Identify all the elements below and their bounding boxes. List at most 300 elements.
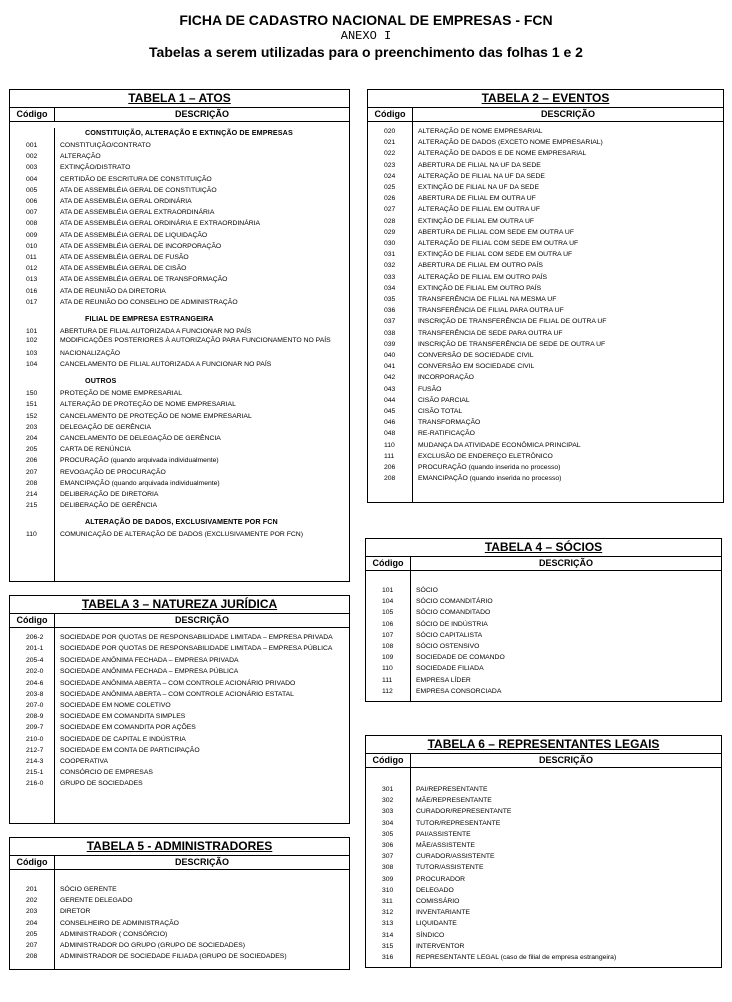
- row-code: 110: [26, 531, 37, 539]
- table-row: [10, 207, 349, 218]
- row-code: 025: [384, 184, 396, 192]
- table-body: [10, 628, 349, 824]
- row-description: GERENTE DELEGADO: [60, 897, 133, 905]
- row-code: 204-6: [26, 679, 44, 687]
- row-code: 108: [382, 643, 394, 651]
- table-body: [366, 571, 721, 702]
- table-row: [10, 940, 349, 951]
- row-description: CURADOR/ASSISTENTE: [416, 853, 495, 861]
- column-header-row: [10, 856, 349, 870]
- row-code: 311: [382, 898, 393, 906]
- row-code: 205: [26, 930, 38, 938]
- table-row: [368, 216, 723, 227]
- row-description: MÃE/ASSISTENTE: [416, 842, 475, 850]
- column-header-row: [368, 108, 723, 122]
- row-code: 312: [382, 909, 394, 917]
- tabela-4-socios: [365, 538, 722, 702]
- table-row: [10, 895, 349, 906]
- row-code: 107: [382, 631, 394, 639]
- annex-label: ANEXO I: [340, 29, 392, 43]
- row-description: CONVERSÃO EM SOCIEDADE CIVIL: [418, 363, 535, 371]
- row-code: 216-0: [26, 780, 44, 788]
- table-row: [366, 874, 721, 885]
- table-title-text: TABELA 1 – ATOS: [128, 91, 231, 105]
- table-row: [10, 455, 349, 466]
- row-description: ALTERAÇÃO DE DADOS E DE NOME EMPRESARIAL: [418, 150, 587, 158]
- table-title: [10, 596, 349, 614]
- row-code: 016: [26, 287, 38, 295]
- row-code: 102: [26, 337, 38, 345]
- table-row: [366, 652, 721, 663]
- row-description: ABERTURA DE FILIAL NA UF DA SEDE: [418, 161, 541, 169]
- row-code: 201-1: [26, 644, 44, 652]
- row-code: 101: [382, 587, 394, 594]
- row-description: ATA DE ASSEMBLÉIA GERAL DE CISÃO: [60, 265, 187, 273]
- row-description: COOPERATIVA: [60, 758, 109, 766]
- row-description: ALTERAÇÃO: [60, 153, 101, 161]
- row-code: 020: [384, 128, 396, 135]
- row-description: INSCRIÇÃO DE TRANSFERÊNCIA DE SEDE DE OUTRA UF: [418, 340, 606, 348]
- row-description: DELEGAÇÃO DE GERÊNCIA: [60, 423, 152, 431]
- table-row: [368, 193, 723, 204]
- row-code: 104: [26, 361, 38, 369]
- row-description: CARTA DE RENÚNCIA: [60, 446, 131, 454]
- row-code: 005: [26, 186, 38, 194]
- row-code: 022: [384, 150, 396, 158]
- table-row: [366, 630, 721, 641]
- column-header-row: [10, 614, 349, 628]
- column-header-row: [366, 557, 721, 571]
- table-title: [10, 838, 349, 856]
- row-description: CISÃO PARCIAL: [418, 396, 470, 404]
- table-row: [368, 361, 723, 372]
- row-code: 111: [384, 452, 395, 460]
- row-description: ALTERAÇÃO DE FILIAL EM OUTRA UF: [418, 206, 540, 214]
- table-row: [10, 162, 349, 173]
- row-code: 304: [382, 819, 394, 827]
- row-code: 316: [382, 954, 394, 962]
- row-description: EXTINÇÃO DE FILIAL EM OUTRO PAÍS: [418, 284, 542, 292]
- row-description: CONSELHEIRO DE ADMINISTRAÇÃO: [60, 919, 179, 927]
- table-row: [366, 585, 721, 596]
- row-description: SÓCIO OSTENSIVO: [416, 643, 480, 651]
- table-title: [366, 539, 721, 557]
- row-description: ABERTURA DE FILIAL COM SEDE EM OUTRA UF: [418, 228, 574, 236]
- row-code: 007: [26, 209, 38, 217]
- row-code: 104: [382, 598, 394, 606]
- row-code: 041: [384, 363, 396, 371]
- row-description: EMANCIPAÇÃO (quando arquivada individualmente): [60, 479, 220, 487]
- row-code: 029: [384, 228, 396, 236]
- table-row: [10, 529, 349, 540]
- row-description: ADMINISTRADOR DO GRUPO (GRUPO DE SOCIEDADES): [60, 942, 246, 950]
- row-code: 214-3: [26, 758, 44, 766]
- table-title-text: TABELA 2 – EVENTOS: [481, 91, 610, 105]
- table-row: [368, 417, 723, 428]
- row-description: EXTINÇÃO/DISTRATO: [60, 164, 131, 172]
- row-description: EMPRESA CONSORCIADA: [416, 687, 502, 695]
- table-row: [368, 372, 723, 383]
- row-description: SOCIEDADE ANÔNIMA FECHADA – EMPRESA PRIVADA: [60, 657, 239, 665]
- row-description: SÓCIO CAPITALISTA: [416, 631, 483, 639]
- table-row: [366, 885, 721, 896]
- row-description: ALTERAÇÃO DE FILIAL NA UF DA SEDE: [418, 172, 545, 180]
- column-header-descricao: DESCRIÇÃO: [174, 615, 229, 625]
- row-description: CERTIDÃO DE ESCRITURA DE CONSTITUIÇÃO: [60, 175, 212, 183]
- row-description: ABERTURA DE FILIAL EM OUTRO PAÍS: [418, 262, 543, 270]
- table-row: [366, 930, 721, 941]
- row-description: ATA DE ASSEMBLÉIA GERAL ORDINÁRIA: [60, 198, 192, 206]
- tabela-1-atos: [9, 89, 350, 582]
- row-code: 207: [26, 468, 38, 476]
- row-code: 021: [384, 139, 396, 147]
- row-code: 203: [26, 423, 38, 431]
- table-row: [10, 666, 349, 677]
- table-row: [368, 328, 723, 339]
- row-description: ALTERAÇÃO DE PROTEÇÃO DE NOME EMPRESARIAL: [60, 401, 236, 409]
- row-code: 315: [382, 942, 394, 950]
- row-code: 026: [384, 195, 396, 203]
- row-code: 204: [26, 435, 38, 443]
- row-code: 305: [382, 830, 394, 838]
- table-row: [10, 489, 349, 500]
- row-description: ATA DE ASSEMBLÉIA GERAL DE INCORPORAÇÃO: [60, 242, 222, 250]
- row-description: MÃE/REPRESENTANTE: [416, 797, 492, 805]
- row-code: 306: [382, 842, 394, 850]
- row-description: INVENTARIANTE: [416, 909, 470, 917]
- row-code: 109: [382, 654, 394, 662]
- row-code: 013: [26, 276, 38, 284]
- section-heading: FILIAL DE EMPRESA ESTRANGEIRA: [85, 314, 214, 324]
- table-row: [10, 337, 349, 346]
- row-code: 313: [382, 920, 394, 928]
- row-description: SÓCIO GERENTE: [60, 886, 117, 893]
- row-code: 214: [26, 491, 38, 499]
- row-code: 215-1: [26, 769, 44, 777]
- row-code: 208: [26, 479, 38, 487]
- row-code: 212-7: [26, 746, 44, 754]
- row-code: 206: [26, 457, 38, 465]
- table-body: [10, 128, 349, 582]
- row-code: 106: [382, 620, 394, 628]
- table-row: [10, 906, 349, 917]
- row-code: 003: [26, 164, 38, 172]
- row-code: 043: [384, 385, 396, 393]
- table-row: [366, 784, 721, 795]
- table-row: [10, 433, 349, 444]
- row-code: 111: [382, 676, 393, 684]
- row-code: 017: [26, 298, 38, 306]
- table-row: [366, 607, 721, 618]
- row-code: 314: [382, 931, 394, 939]
- row-description: SÓCIO: [416, 587, 438, 594]
- row-description: DELIBERAÇÃO DE DIRETORIA: [60, 491, 159, 499]
- row-description: CANCELAMENTO DE FILIAL AUTORIZADA A FUNCIONAR NO PAÍS: [60, 361, 272, 369]
- row-code: 036: [384, 307, 396, 315]
- table-row: [368, 451, 723, 462]
- row-description: ALTERAÇÃO DE FILIAL COM SEDE EM OUTRA UF: [418, 240, 579, 248]
- section-heading: OUTROS: [85, 376, 117, 386]
- table-row: [368, 350, 723, 361]
- table-row: [10, 634, 349, 643]
- row-code: 039: [384, 340, 396, 348]
- table-row: [366, 840, 721, 851]
- table-row: [10, 929, 349, 940]
- row-description: DELEGADO: [416, 886, 454, 894]
- row-description: SÓCIO COMANDITADO: [416, 609, 491, 617]
- table-row: [10, 767, 349, 778]
- row-code: 150: [26, 390, 38, 398]
- table-title-text: TABELA 6 – REPRESENTANTES LEGAIS: [427, 737, 660, 751]
- row-code: 110: [382, 665, 393, 673]
- row-description: PROCURAÇÃO (quando arquivada individualmente): [60, 457, 219, 465]
- table-row: [10, 399, 349, 410]
- row-description: CISÃO TOTAL: [418, 408, 463, 416]
- row-description: RE-RATIFICAÇÃO: [418, 430, 475, 438]
- table-row: [366, 896, 721, 907]
- table-row: [10, 678, 349, 689]
- row-description: SOCIEDADE POR QUOTAS DE RESPONSABILIDADE LIMITADA – EMPRESA PRIVADA: [60, 634, 333, 641]
- table-row: [10, 230, 349, 241]
- table-row: [10, 734, 349, 745]
- row-code: 048: [384, 430, 396, 438]
- row-code: 009: [26, 231, 38, 239]
- row-description: CONSÓRCIO DE EMPRESAS: [60, 769, 153, 777]
- row-code: 302: [382, 797, 394, 805]
- table-row: [368, 462, 723, 473]
- row-description: COMUNICAÇÃO DE ALTERAÇÃO DE DADOS (EXCLUSIVAMENTE POR FCN): [60, 531, 303, 539]
- row-description: LIQUIDANTE: [416, 920, 457, 928]
- row-code: 030: [384, 240, 396, 248]
- row-description: PAI/REPRESENTANTE: [416, 786, 488, 793]
- row-code: 207-0: [26, 702, 44, 709]
- table-row: [366, 907, 721, 918]
- table-row: [366, 806, 721, 817]
- row-code: 008: [26, 220, 38, 228]
- table-row: [368, 283, 723, 294]
- row-code: 001: [26, 142, 38, 149]
- row-description: TUTOR/ASSISTENTE: [416, 864, 484, 872]
- table-row: [10, 700, 349, 711]
- table-row: [10, 655, 349, 666]
- row-code: 208: [26, 953, 38, 961]
- table-row: [10, 388, 349, 399]
- row-description: REVOGAÇÃO DE PROCURAÇÃO: [60, 468, 166, 476]
- column-header-codigo: Código: [10, 856, 55, 869]
- row-description: SOCIEDADE ANÔNIMA FECHADA – EMPRESA PÚBLICA: [60, 668, 239, 676]
- row-code: 202-0: [26, 668, 44, 676]
- row-code: 042: [384, 374, 396, 382]
- table-row: [366, 675, 721, 686]
- row-description: INTERVENTOR: [416, 942, 465, 950]
- row-code: 152: [26, 412, 38, 420]
- row-code: 105: [382, 609, 394, 617]
- table-row: [10, 348, 349, 359]
- row-description: INCORPORAÇÃO: [418, 374, 474, 382]
- table-row: [368, 171, 723, 182]
- row-code: 205-4: [26, 657, 44, 665]
- row-description: SÍNDICO: [416, 931, 445, 939]
- table-row: [10, 140, 349, 151]
- row-description: SOCIEDADE EM CONTA DE PARTICIPAÇÃO: [60, 746, 200, 754]
- row-description: SOCIEDADE DE COMANDO: [416, 654, 505, 662]
- table-row: [10, 444, 349, 455]
- column-header-descricao: DESCRIÇÃO: [540, 109, 595, 119]
- row-description: CANCELAMENTO DE DELEGAÇÃO DE GERÊNCIA: [60, 435, 221, 443]
- table-row: [10, 151, 349, 162]
- tabela-5-administradores: [9, 837, 350, 970]
- table-row: [10, 500, 349, 511]
- table-row: [10, 689, 349, 700]
- row-description: ALTERAÇÃO DE NOME EMPRESARIAL: [418, 128, 543, 135]
- table-row: [366, 862, 721, 873]
- table-row: [368, 204, 723, 215]
- row-code: 006: [26, 198, 38, 206]
- row-code: 207: [26, 942, 38, 950]
- row-code: 208-9: [26, 713, 44, 721]
- table-row: [10, 241, 349, 252]
- table-row: [366, 941, 721, 952]
- table-row: [366, 619, 721, 630]
- row-code: 310: [382, 886, 394, 894]
- row-description: EXTINÇÃO DE FILIAL EM OUTRA UF: [418, 217, 535, 225]
- row-code: 202: [26, 897, 38, 905]
- tabela-2-eventos: [367, 89, 724, 503]
- column-header-codigo: Código: [366, 557, 411, 570]
- table-row: [368, 182, 723, 193]
- column-header-row: [10, 108, 349, 122]
- table-row: [368, 305, 723, 316]
- row-description: GRUPO DE SOCIEDADES: [60, 780, 143, 788]
- row-code: 040: [384, 352, 396, 360]
- row-code: 004: [26, 175, 38, 183]
- row-description: FUSÃO: [418, 385, 442, 393]
- row-description: REPRESENTANTE LEGAL (caso de filial de empresa estrangeira): [416, 954, 617, 962]
- tabela-3-natureza-juridica: [9, 595, 350, 824]
- row-description: ATA DE REUNIÃO DA DIRETORIA: [60, 287, 166, 295]
- row-description: PAI/ASSISTENTE: [416, 830, 471, 838]
- table-row: [10, 422, 349, 433]
- row-code: 215: [26, 502, 38, 510]
- row-description: TRANSFORMAÇÃO: [418, 419, 481, 427]
- row-code: 203-8: [26, 690, 44, 698]
- row-code: 046: [384, 419, 396, 427]
- row-code: 027: [384, 206, 396, 214]
- table-title-text: TABELA 5 - ADMINISTRADORES: [86, 839, 273, 853]
- row-code: 307: [382, 853, 394, 861]
- table-row: [10, 286, 349, 297]
- row-description: ATA DE ASSEMBLÉIA GERAL DE CONSTITUIÇÃO: [60, 186, 217, 194]
- table-row: [10, 711, 349, 722]
- row-description: TRANSFERÊNCIA DE FILIAL NA MESMA UF: [418, 296, 557, 304]
- row-description: EXTINÇÃO DE FILIAL COM SEDE EM OUTRA UF: [418, 251, 573, 259]
- section-heading: CONSTITUIÇÃO, ALTERAÇÃO E EXTINÇÃO DE EMPRESAS: [85, 128, 293, 137]
- table-row: [366, 641, 721, 652]
- table-row: [10, 478, 349, 489]
- row-code: 011: [26, 254, 37, 262]
- row-description: SOCIEDADE DE CAPITAL E INDÚSTRIA: [60, 735, 186, 743]
- row-description: MUDANÇA DA ATIVIDADE ECONÔMICA PRINCIPAL: [418, 441, 581, 449]
- row-description: ATA DE ASSEMBLÉIA GERAL ORDINÁRIA E EXTRAORDINÁRIA: [60, 220, 261, 228]
- row-description: DIRETOR: [60, 908, 91, 916]
- row-code: 024: [384, 172, 396, 180]
- row-code: 010: [26, 242, 38, 250]
- column-header-descricao: DESCRIÇÃO: [538, 755, 593, 765]
- table-row: [368, 148, 723, 159]
- form-title: FICHA DE CADASTRO NACIONAL DE EMPRESAS - FCN: [179, 12, 553, 28]
- row-description: EXTINÇÃO DE FILIAL NA UF DA SEDE: [418, 184, 539, 192]
- table-row: [366, 952, 721, 963]
- row-code: 031: [384, 251, 396, 259]
- table-row: [10, 274, 349, 285]
- table-row: [10, 185, 349, 196]
- table-row: [10, 884, 349, 895]
- column-header-descricao: DESCRIÇÃO: [174, 857, 229, 867]
- row-description: SOCIEDADE FILIADA: [416, 665, 484, 673]
- row-description: ATA DE ASSEMBLÉIA GERAL DE FUSÃO: [60, 254, 189, 262]
- row-description: SÓCIO COMANDITÁRIO: [416, 598, 493, 606]
- page-subtitle: Tabelas a serem utilizadas para o preenchimento das folhas 1 e 2: [149, 44, 583, 60]
- table-row: [10, 645, 349, 654]
- table-row: [368, 428, 723, 439]
- row-description: CONVERSÃO DE SOCIEDADE CIVIL: [418, 352, 534, 360]
- table-body: [366, 768, 721, 968]
- row-code: 023: [384, 161, 396, 169]
- table-row: [10, 297, 349, 308]
- table-row: [10, 174, 349, 185]
- table-title-text: TABELA 3 – NATUREZA JURÍDICA: [81, 597, 278, 611]
- row-description: PROTEÇÃO DE NOME EMPRESARIAL: [60, 390, 182, 398]
- row-code: 206-2: [26, 634, 44, 641]
- row-description: NACIONALIZAÇÃO: [60, 349, 121, 357]
- row-description: TUTOR/REPRESENTANTE: [416, 819, 501, 827]
- row-description: COMISSÁRIO: [416, 898, 460, 906]
- table-row: [10, 745, 349, 756]
- table-row: [10, 467, 349, 478]
- row-description: ATA DE ASSEMBLÉIA GERAL EXTRAORDINÁRIA: [60, 209, 215, 217]
- row-code: 038: [384, 329, 396, 337]
- row-description: TRANSFERÊNCIA DE SEDE PARA OUTRA UF: [418, 329, 563, 337]
- table-row: [368, 249, 723, 260]
- column-header-row: [366, 754, 721, 768]
- row-description: SOCIEDADE EM NOME COLETIVO: [60, 702, 171, 709]
- table-body: [10, 870, 349, 970]
- table-row: [368, 238, 723, 249]
- row-description: SOCIEDADE POR QUOTAS DE RESPONSABILIDADE LIMITADA – EMPRESA PÚBLICA: [60, 644, 333, 652]
- row-description: DELIBERAÇÃO DE GERÊNCIA: [60, 502, 158, 510]
- table-row: [10, 722, 349, 733]
- table-title: [366, 736, 721, 754]
- row-code: 103: [26, 349, 38, 357]
- row-description: SOCIEDADE ANÔNIMA ABERTA – COM CONTROLE ACIONÁRIO PRIVADO: [60, 679, 296, 687]
- row-code: 037: [384, 318, 396, 326]
- table-row: [366, 686, 721, 697]
- table-row: [366, 829, 721, 840]
- row-code: 101: [26, 328, 38, 336]
- row-code: 206: [384, 464, 396, 472]
- row-code: 033: [384, 273, 396, 281]
- row-code: 203: [26, 908, 38, 916]
- table-row: [10, 411, 349, 422]
- row-description: EMPRESA LÍDER: [416, 676, 471, 684]
- table-row: [366, 818, 721, 829]
- table-row: [368, 395, 723, 406]
- table-row: [10, 196, 349, 207]
- table-row: [368, 440, 723, 451]
- table-row: [368, 137, 723, 148]
- table-row: [368, 126, 723, 137]
- table-row: [10, 951, 349, 962]
